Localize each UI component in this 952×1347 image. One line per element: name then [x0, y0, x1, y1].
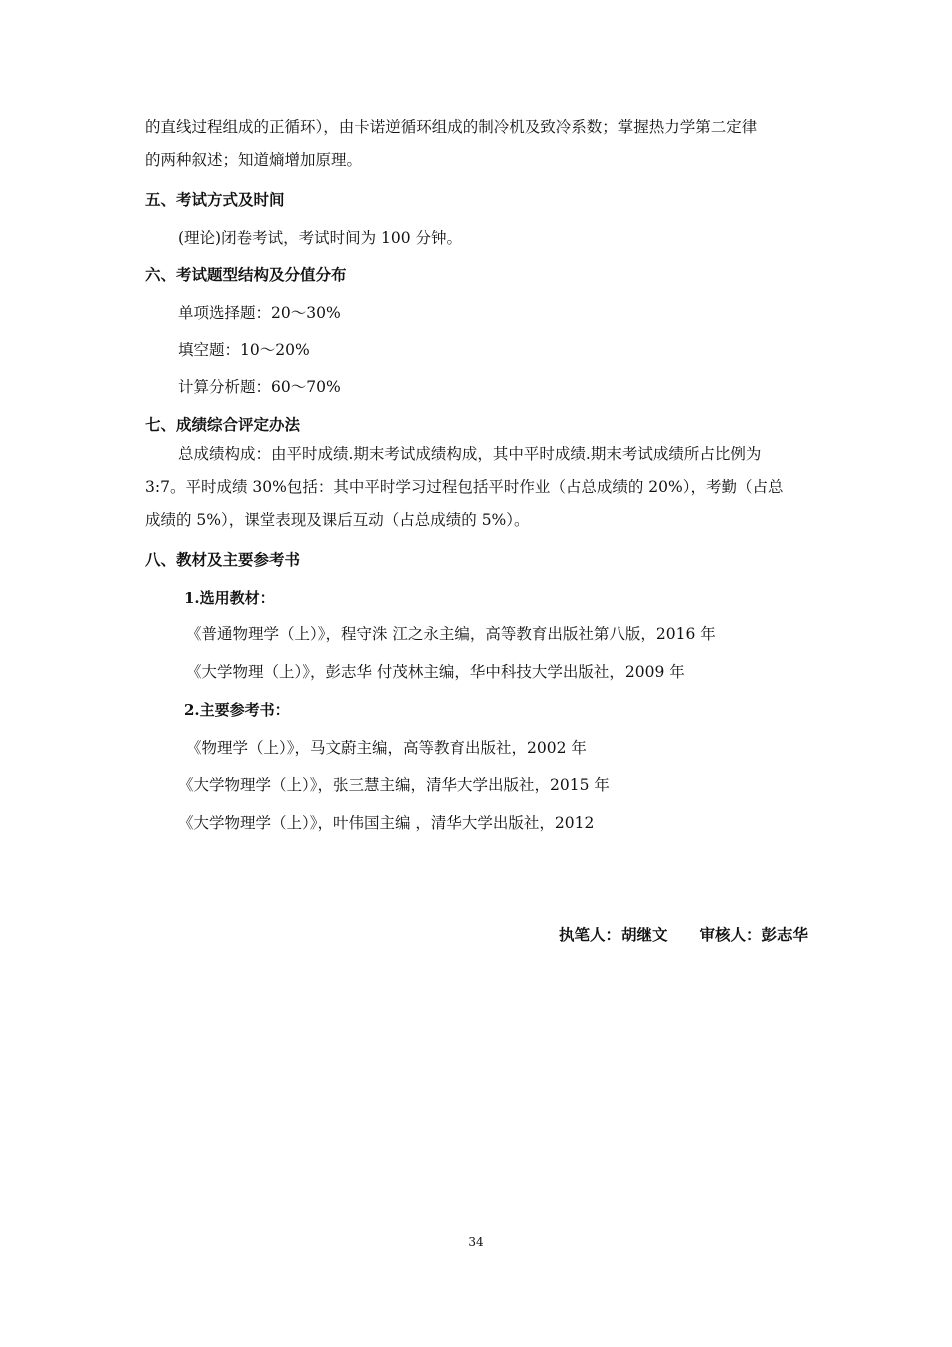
reviewer-signature: 审核人：彭志华: [699, 926, 808, 944]
grading-line-1: 总成绩构成：由平时成绩.期末考试成绩构成，其中平时成绩.期末考试成绩所占比例为: [178, 445, 762, 463]
reference-item: 《大学物理学（上）》，张三慧主编，清华大学出版社，2015 年: [178, 776, 610, 794]
section-5-heading: 五、考试方式及时间: [145, 191, 285, 209]
references-heading: 2.主要参考书：: [184, 701, 290, 719]
question-type-item: 填空题：10～20%: [178, 341, 310, 359]
intro-line-1: 的直线过程组成的正循环），由卡诺逆循环组成的制冷机及致冷系数；掌握热力学第二定律: [145, 118, 758, 136]
reference-item: 《物理学（上）》，马文蔚主编，高等教育出版社，2002 年: [186, 739, 587, 757]
question-type-item: 计算分析题：60～70%: [178, 378, 341, 396]
reference-item: 《大学物理学（上）》，叶伟国主编 ，清华大学出版社，2012: [178, 814, 595, 832]
section-6-heading: 六、考试题型结构及分值分布: [145, 266, 347, 284]
exam-method-text: (理论)闭卷考试，考试时间为 100 分钟。: [178, 229, 463, 247]
textbook-item: 《大学物理（上）》，彭志华 付茂林主编，华中科技大学出版社，2009 年: [186, 663, 685, 681]
author-signature: 执笔人：胡继文: [558, 926, 668, 944]
grading-line-3: 成绩的 5%），课堂表现及课后互动（占总成绩的 5%）。: [145, 511, 530, 529]
section-8-heading: 八、教材及主要参考书: [145, 551, 301, 569]
textbook-item: 《普通物理学（上）》，程守洙 江之永主编，高等教育出版社第八版，2016 年: [186, 625, 716, 643]
page-number: 34: [468, 1235, 484, 1249]
textbooks-heading: 1.选用教材：: [184, 589, 275, 607]
signature-line: [559, 925, 808, 945]
section-7-heading: 七、成绩综合评定办法: [145, 416, 301, 434]
question-type-item: 单项选择题：20～30%: [178, 304, 341, 322]
intro-line-2: 的两种叙述；知道熵增加原理。: [145, 151, 363, 169]
grading-line-2: 3:7。平时成绩 30%包括：其中平时学习过程包括平时作业（占总成绩的 20%），考勤（占总: [145, 478, 784, 496]
